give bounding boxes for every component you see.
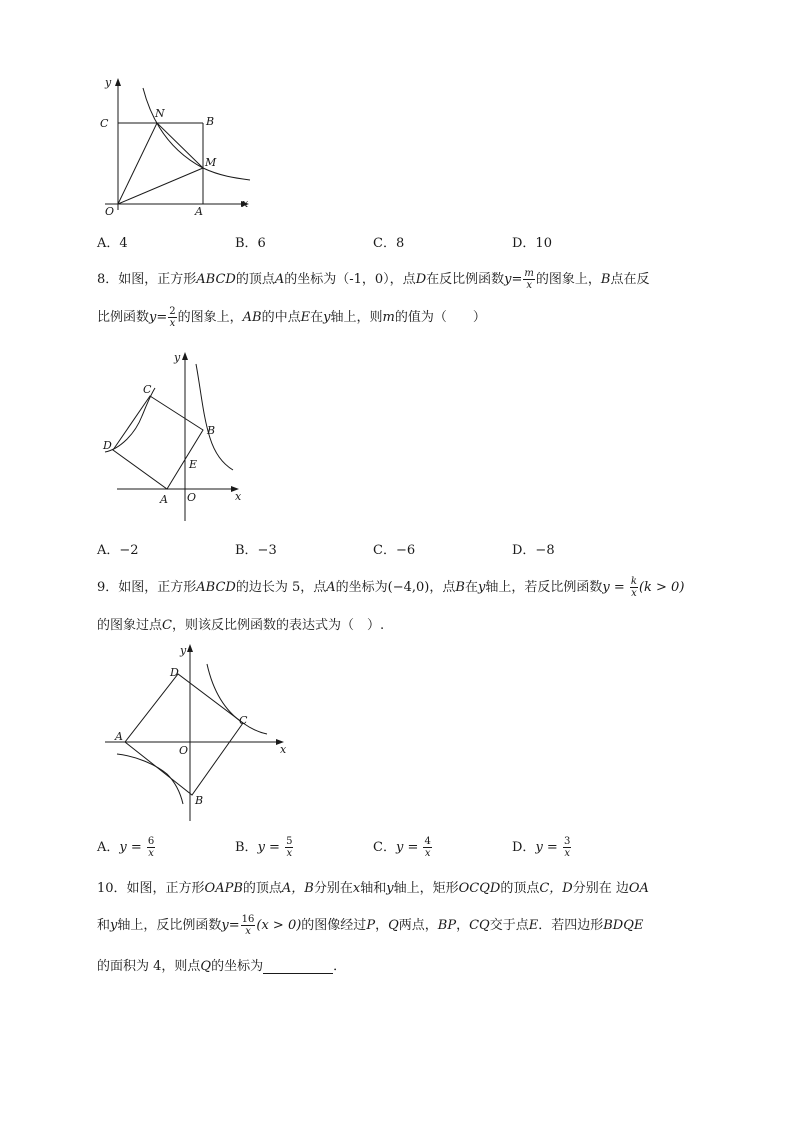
text-q9-line1-prefix: 9．如图，正方形	[97, 580, 197, 595]
text-q9-options-1-eq: =	[264, 840, 285, 855]
text-q9-options-1-y: y	[257, 840, 265, 855]
text-q9-line1-eq: =	[609, 580, 629, 595]
text-q9-options-2-num: 4	[424, 836, 431, 847]
text-q10-line2-E: E	[528, 918, 539, 933]
q7-option-a: A．4	[97, 236, 128, 251]
q8-label-O: O	[187, 491, 197, 504]
text-q8-line1-y: y	[504, 272, 512, 287]
text-q10-line2-mid1: 轴上，反比例函数	[117, 918, 222, 933]
text-q10-line1-mid6: 分别在 边	[572, 881, 629, 896]
text-q10-line1-mid5: 的顶点	[500, 881, 540, 896]
text-q9-line1-cond: (k > 0)	[638, 580, 685, 595]
text-q10-line2-mid3: ，	[375, 918, 389, 933]
q10-fraction-16-over-x	[241, 914, 256, 937]
q9-label-x: x	[280, 743, 287, 756]
text-q9-line1-pointB: B	[455, 580, 465, 595]
text-q10-line2-frac_num: 16	[241, 914, 255, 925]
q8-label-A: A	[160, 493, 168, 506]
q10-answer-blank[interactable]	[263, 961, 333, 974]
text-q9-options-3-y: y	[535, 840, 543, 855]
q9-label-A: A	[115, 730, 123, 743]
q7-label-M: M	[205, 156, 217, 169]
q8-label-C: C	[143, 383, 152, 396]
q9-figure	[95, 636, 295, 826]
q9-fraction-k-over-x	[630, 576, 638, 599]
text-q9-options-1-letter: B．	[235, 840, 258, 855]
q7-label-C: C	[100, 117, 109, 130]
text-q8-line2-suffix: 的值为（ ）	[394, 310, 486, 325]
text-q8-line2-y: y	[149, 310, 157, 325]
text-q8-line2-mid2: 的中点	[261, 310, 301, 325]
text-q10-line2-mid4: 两点，	[398, 918, 438, 933]
text-q8-line1-prefix: 8．如图，正方形	[97, 272, 197, 287]
text-q9-line1-mid5: 轴上，若反比例函数	[485, 580, 603, 595]
text-q9-options-2-eq: =	[403, 840, 423, 855]
q9-option-d	[512, 836, 572, 859]
q9-line-1	[97, 576, 684, 599]
q8-option-c: C．−6	[373, 543, 416, 558]
q8-option-a: A．−2	[97, 543, 139, 558]
q8-label-y: y	[174, 351, 181, 364]
text-q9-options-0-letter: A．	[97, 840, 120, 855]
text-q10-line2-Q: Q	[388, 918, 399, 933]
text-q8-line1-pointB: B	[600, 272, 611, 287]
text-q9-options-1-num: 5	[286, 836, 293, 847]
text-q10-line1-prefix: 10．如图，正方形	[97, 881, 205, 896]
text-q9-options-2-den: x	[424, 848, 431, 859]
q7-option-d: D．10	[512, 236, 552, 251]
q7-label-O: O	[105, 205, 115, 218]
text-q10-line1-mid3: 轴和	[360, 881, 387, 896]
text-q8-line2-mid3: 在	[310, 310, 324, 325]
text-q10-line2-BDQE: BDQE	[603, 918, 644, 933]
q7-label-A: A	[195, 205, 203, 218]
q9-label-B: B	[195, 794, 204, 807]
text-q10-line3-suffix: 的坐标为	[211, 959, 264, 974]
q9-option-a	[97, 836, 156, 859]
text-q10-line2-mid2: 的图像经过	[301, 918, 367, 933]
text-q10-line1-y: y	[386, 881, 394, 896]
text-q10-line1-mid4: 轴上，矩形	[393, 881, 459, 896]
text-q9-line1-y: y	[602, 580, 610, 595]
q8-label-B: B	[207, 424, 216, 437]
text-q10-line3-Q: Q	[200, 959, 212, 974]
q10-line-2	[97, 914, 643, 937]
text-q9-options-1-den: x	[286, 848, 293, 859]
text-q10-line2-eq: =	[228, 918, 240, 933]
text-q10-line3-end: ．	[333, 959, 347, 974]
text-q10-line2-BP: BP	[437, 918, 457, 933]
text-q8-line1-frac_den: x	[526, 280, 532, 291]
text-q9-line2-prefix: 的图象过点	[97, 618, 163, 633]
text-q8-line2-m: m	[382, 310, 395, 325]
text-q9-line2-C: C	[162, 618, 172, 633]
q9-label-O: O	[179, 744, 189, 757]
text-q10-line1-x: x	[352, 881, 361, 896]
q9-label-y: y	[180, 644, 187, 657]
q10-line-3	[97, 955, 346, 974]
q8-option-b: B．−3	[235, 543, 277, 558]
q7-label-B: B	[206, 115, 215, 128]
text-q10-line1-mid1: 的顶点	[242, 881, 282, 896]
text-q8-line1-eq: =	[511, 272, 523, 287]
text-q10-line2-mid5: ，	[456, 918, 470, 933]
text-q9-line1-mid4: 在	[464, 580, 478, 595]
text-q9-options-2-letter: C．	[373, 840, 396, 855]
q7-figure	[95, 70, 265, 220]
text-q9-line1-frac_den: x	[631, 588, 637, 599]
q8-label-E: E	[189, 458, 198, 471]
text-q9-line1-mid2: 的坐标为	[335, 580, 388, 595]
q7-label-x: x	[242, 197, 249, 210]
text-q9-line2-suffix: ，则该反比例函数的表达式为（ ）.	[171, 618, 385, 633]
q9-label-D: D	[170, 666, 179, 679]
text-q8-line1-pointA: A	[274, 272, 285, 287]
text-q9-line1-coord: (−4,0)	[387, 580, 430, 595]
text-q10-line1-AB: A，B	[281, 881, 314, 896]
text-q8-line2-mid1: 的图象上，	[177, 310, 243, 325]
text-q10-line1-rect: OCQD	[458, 881, 501, 896]
text-q8-line1-mid1: 的顶点	[235, 272, 275, 287]
q9-option-c	[373, 836, 433, 859]
text-q10-line1-CD: C，D	[539, 881, 573, 896]
text-q9-line1-mid1: 的边长为 5，点	[235, 580, 327, 595]
text-q10-line1-OA: OA	[628, 881, 649, 896]
text-q9-line1-mid3: ，点	[429, 580, 456, 595]
text-q10-line2-CQ: CQ	[469, 918, 490, 933]
text-q9-options-2-y: y	[395, 840, 404, 855]
text-q9-line1-pointA: A	[326, 580, 336, 595]
q8-line-2	[97, 306, 486, 329]
text-q8-line2-frac_num: 2	[169, 306, 176, 317]
q9-line-2	[97, 614, 384, 633]
text-q9-line1-frac_num: k	[630, 576, 637, 587]
q8-figure	[95, 346, 255, 526]
text-q10-line2-frac_den: x	[245, 926, 251, 937]
text-q10-line2-mid6: 交于点	[489, 918, 529, 933]
text-q10-line1-name: OAPB	[204, 881, 243, 896]
q7-label-N: N	[155, 107, 165, 120]
q8-label-x: x	[235, 490, 242, 503]
q9-option-b	[235, 836, 294, 859]
text-q10-line2-y: y	[110, 918, 118, 933]
q8-label-D: D	[103, 439, 112, 452]
text-q10-line2-P: P	[366, 918, 376, 933]
q9-label-C: C	[239, 714, 248, 727]
q7-option-c: C．8	[373, 236, 405, 251]
q10-line-1	[97, 877, 649, 896]
text-q8-line1-frac_num: m	[524, 268, 534, 279]
q8-fraction-m-over-x	[523, 268, 534, 291]
text-q8-line2-yaxis: y	[323, 310, 331, 325]
text-q9-options-0-y: y	[119, 840, 127, 855]
text-q9-line1-name: ABCD	[196, 580, 236, 595]
text-q8-line1-suffix: 点在反	[610, 272, 650, 287]
text-q9-options-0-den: x	[148, 848, 154, 859]
q8-option-d: D．−8	[512, 543, 555, 558]
text-q10-line3-prefix: 的面积为 4，则点	[97, 959, 201, 974]
text-q9-options-3-letter: D．	[512, 840, 536, 855]
text-q8-line2-prefix: 比例函数	[97, 310, 150, 325]
text-q8-line2-E: E	[300, 310, 311, 325]
q7-label-y: y	[105, 76, 112, 89]
text-q10-line1-mid2: 分别在	[313, 881, 353, 896]
text-q8-line1-pointD: D	[415, 272, 427, 287]
text-q10-line2-mid7: ．若四边形	[538, 918, 604, 933]
text-q8-line2-AB: AB	[242, 310, 262, 325]
q8-fraction-2-over-x	[168, 306, 176, 329]
text-q9-options-3-eq: =	[542, 840, 562, 855]
q8-line-1	[97, 268, 649, 291]
text-q8-line2-eq: =	[156, 310, 168, 325]
text-q9-options-3-den: x	[564, 848, 570, 859]
text-q10-line2-cond: (x > 0)	[256, 918, 302, 933]
text-q8-line1-name: ABCD	[196, 272, 236, 287]
text-q10-line2-prefix: 和	[97, 918, 111, 933]
text-q8-line1-mid3: 在反比例函数	[426, 272, 505, 287]
text-q9-options-3-num: 3	[563, 836, 571, 847]
text-q10-line2-y2: y	[221, 918, 229, 933]
q7-option-b: B．6	[235, 236, 266, 251]
text-q8-line2-frac_den: x	[169, 318, 176, 329]
text-q8-line2-mid4: 轴上，则	[330, 310, 383, 325]
text-q9-options-0-eq: =	[126, 840, 146, 855]
text-q8-line1-mid2: 的坐标为（-1，0），点	[284, 272, 416, 287]
text-q9-line1-yaxis: y	[477, 580, 486, 595]
text-q8-line1-mid4: 的图象上，	[535, 272, 601, 287]
text-q9-options-0-num: 6	[147, 836, 155, 847]
